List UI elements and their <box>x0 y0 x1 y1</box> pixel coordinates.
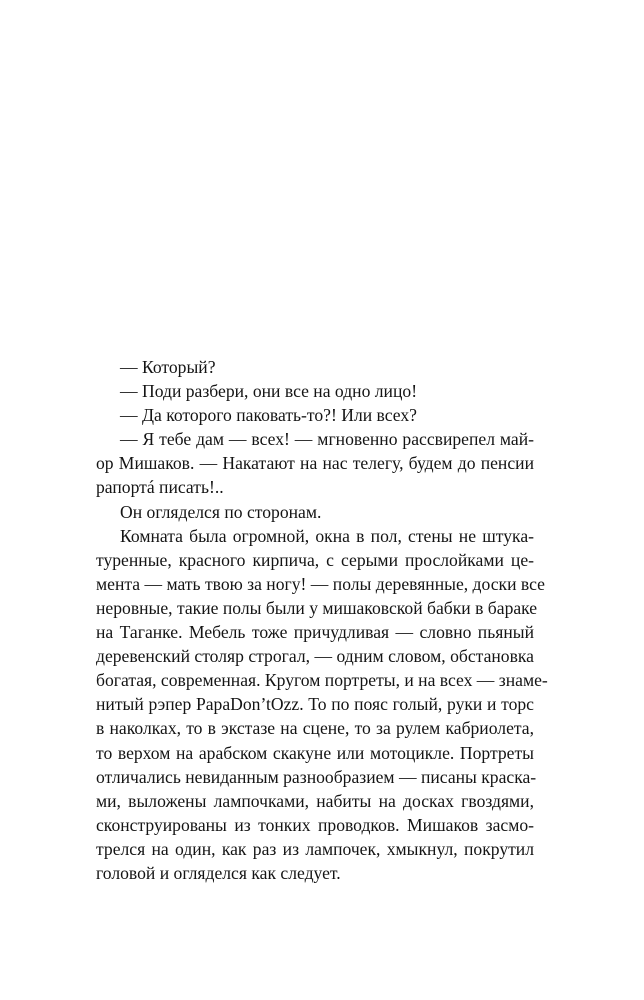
text-line: в наколках, то в экстазе на сцене, то за рулем кабриолета, <box>96 718 534 739</box>
text-line: ор Мишаков. — Накатают на нас телегу, будем до пенсии <box>96 453 534 474</box>
text-line: то верхом на арабском скакуне или мотоцикле. Портреты <box>96 742 534 763</box>
narrative-paragraph-2 <box>96 524 548 885</box>
text-line: — Поди разбери, они все на одно лицо! <box>120 381 418 402</box>
text-line: рапортá писать!.. <box>96 477 224 498</box>
text-line: Комната была огромной, окна в пол, стены не штука- <box>120 525 534 546</box>
dialogue-line-3 <box>96 403 534 427</box>
dialogue-line-2 <box>96 379 534 403</box>
text-line: деревенский столяр строгал, — одним словом, обстановка <box>96 646 534 667</box>
text-line: трелся на один, как раз из лампочек, хмыкнул, покрутил <box>96 838 534 859</box>
book-page-text <box>96 355 548 885</box>
text-line: сконструированы из тонких проводков. Мишаков засмо- <box>96 814 534 835</box>
dialogue-line-4 <box>96 427 534 499</box>
text-line: на Таганке. Мебель тоже причудливая — словно пьяный <box>96 622 534 643</box>
text-line: — Я тебе дам — всех! — мгновенно рассвирепел май- <box>120 429 534 450</box>
text-line: ми, выложены лампочками, набиты на досках гвоздями, <box>96 790 534 811</box>
dialogue-line-1 <box>96 355 534 379</box>
text-line: — Который? <box>120 357 216 377</box>
text-line: неровные, такие полы были у мишаковской бабки в бараке <box>96 597 538 618</box>
narrative-paragraph-1 <box>96 500 534 524</box>
text-line: Он огляделся по сторонам. <box>120 501 322 522</box>
text-line: туренные, красного кирпича, с серыми прослойками це- <box>96 549 534 570</box>
text-line: мента — мать твою за ногу! — полы деревянные, доски все <box>96 573 545 594</box>
text-line: богатая, современная. Кругом портреты, и на всех — знаме- <box>96 670 548 691</box>
text-line: отличались невиданным разнообразием — писаны краска- <box>96 766 537 787</box>
text-line: головой и огляделся как следует. <box>96 862 341 883</box>
text-line: — Да которого паковать-то?! Или всех? <box>120 405 417 426</box>
text-line: нитый рэпер PapaDon’tOzz. То по пояс голый, руки и торс <box>96 694 534 715</box>
